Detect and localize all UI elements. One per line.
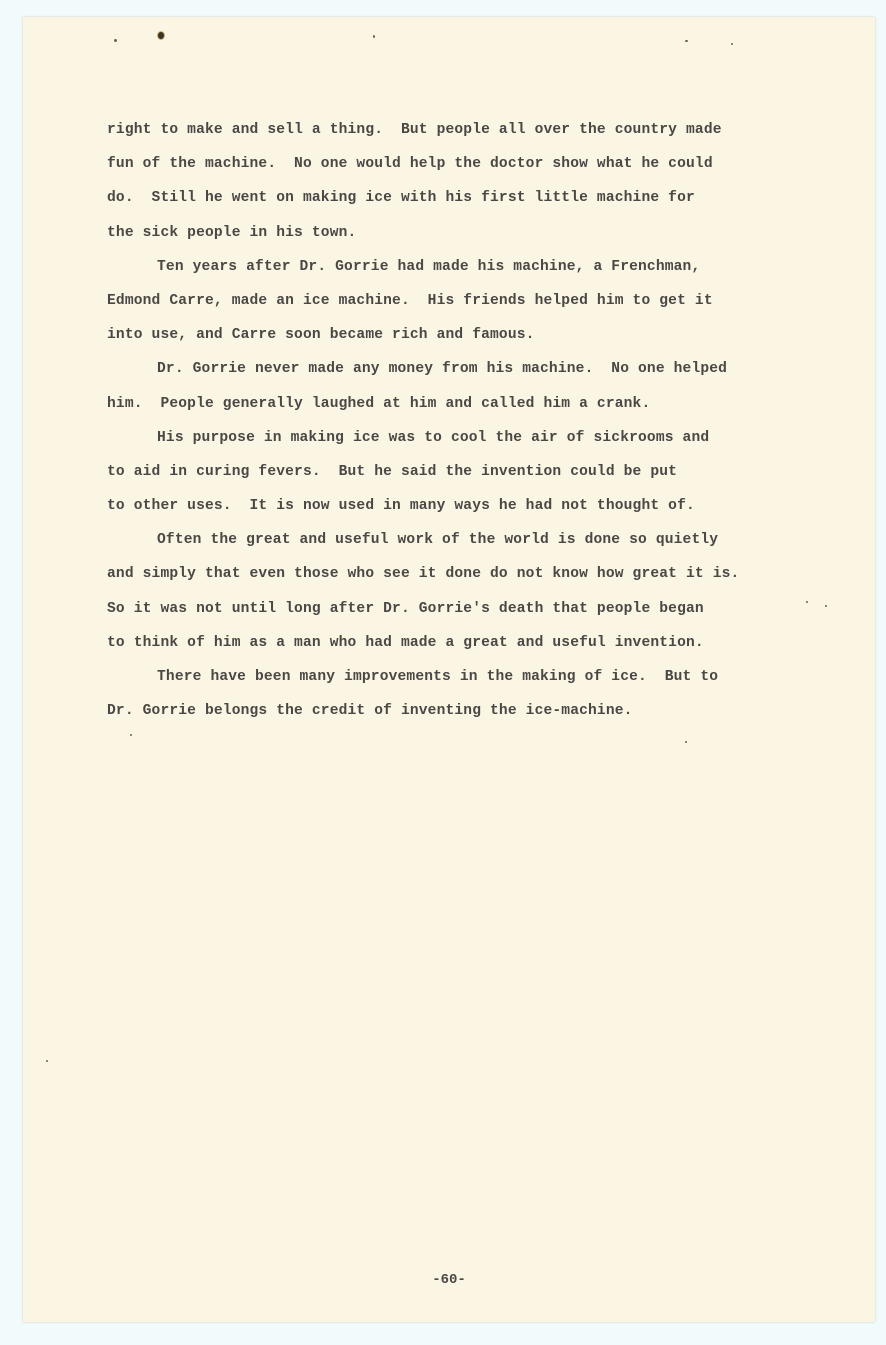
body-text — [107, 113, 827, 728]
text-line: to think of him as a man who had made a great and useful invention. — [107, 634, 704, 651]
text-line: Ten years after Dr. Gorrie had made his machine, a Frenchman, — [157, 258, 701, 275]
text-line: to other uses. It is now used in many ways he had not thought of. — [107, 498, 695, 515]
ink-speck — [685, 741, 687, 743]
text-line: do. Still he went on making ice with his first little machine for — [107, 190, 695, 207]
ink-speck — [685, 40, 688, 42]
text-line: So it was not until long after Dr. Gorrie's death that people began — [107, 600, 704, 617]
text-line: fun of the machine. No one would help the doctor show what he could — [107, 156, 713, 173]
text-line: the sick people in his town. — [107, 224, 357, 241]
page-number: -60- — [432, 1272, 466, 1288]
ink-speck — [46, 1060, 48, 1062]
text-line: and simply that even those who see it done do not know how great it is. — [107, 566, 740, 583]
text-line: Dr. Gorrie never made any money from his machine. No one helped — [157, 361, 728, 378]
text-line: Edmond Carre, made an ice machine. His friends helped him to get it — [107, 292, 713, 309]
ink-speck — [130, 734, 132, 736]
text-line: Often the great and useful work of the world is done so quietly — [157, 532, 719, 549]
text-line: His purpose in making ice was to cool the air of sickrooms and — [157, 429, 710, 446]
ink-speck — [731, 43, 733, 45]
ink-speck — [114, 39, 117, 42]
punch-hole-mark — [158, 32, 164, 39]
text-line: into use, and Carre soon became rich and famous. — [107, 327, 535, 344]
text-line: to aid in curing fevers. But he said the invention could be put — [107, 463, 678, 480]
typewritten-page — [23, 17, 875, 1322]
text-line: right to make and sell a thing. But people all over the country made — [107, 122, 722, 138]
text-line: Dr. Gorrie belongs the credit of inventing the ice-machine. — [107, 703, 633, 720]
text-line: him. People generally laughed at him and called him a crank. — [107, 395, 651, 412]
ink-speck — [373, 35, 375, 38]
text-line: There have been many improvements in the making of ice. But to — [157, 669, 719, 685]
